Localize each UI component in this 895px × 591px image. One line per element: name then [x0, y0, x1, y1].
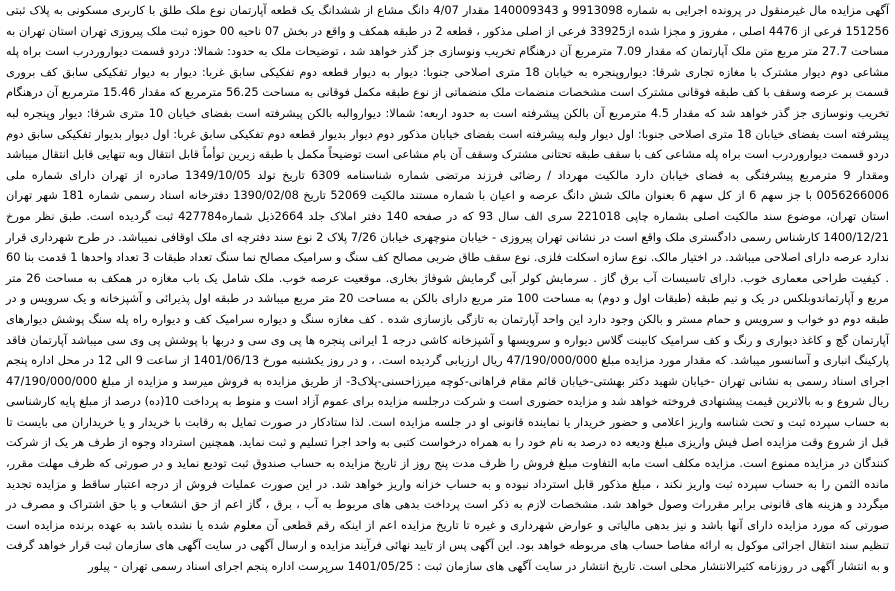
- auction-notice-text: آگهی مزایده مال غیرمنقول در پرونده اجرایی به شماره 9913098 و 140009343 مقدار 4/07 دانگ مشاع از ششدانگ یک قطعه آپارتمان نوع ملک طلق با کاربری مسکونی به پلاک ثبتی 151256 فرعی از 4476 اصلی ، مفروز و مجزا شده از33925 فرعی از اصلی مذکور ، قطعه 2 در طبقه همکف و واقع در بخش 07 ناحیه 00 حوزه ثبت ملک پیروزی تهران استان تهران به مساحت 27.7 متر مربع متن ملک آپارتمان که مقدار 7.09 مترمربع آن درهنگام تخریب ونوسازی جز گذر خواهد شد ، توضیحات ملک به حدود: شمالا: دردو قسمت دیواروردرب است براه پله مشاعی دوم دیوار مشترک با مغازه تجاری شرقا: دیواروپنجره به خیابان 18 متری اصلاحی جنوبا: دیوار به دیوار قطعه دوم تفکیکی سابق غربا: دیوار به دیوار تفکیکی سابق کف بروری قسمت بر عرصه وسقف با کف طبقه فوقانی مشترک است مشخصات منضمات ملک منضماتی از نوع طبقه مکمل فوقانی به مساحت 56.25 مترمربع که مقدار 15.46 مترمربع آن درهنگام تخریب ونوسازی جز گذر خواهد شد که مقدار 4.5 مترمربع آن بالکن پیشرفته است به حدود اربعه: شمالا: دیواروالبه بالکن پیشرفته است بفضای خیابان 10 متری شرقا: دیوار وپنجره لبه پیشرفته است بفضای خیابان 18 متری اصلاحی جنوبا: اول دیوار ولبه پیشرفته است بفضای خیابان مذکور دوم دیوار بدیوار قطعه دوم تفکیکی سابق غربا: اول دیوار بدیوار تفکیکی سابق دوم دردو قسمت دیواروردرب است براه پله مشاعی کف با سقف طبقه تحتانی مشترک وسقف آن بام مشاعی است توضیحاً مکمل با طبقه زیرین توأماً قابل انتقال وبه تنهایی قابل انتقال میباشد ومقدار 9 مترمربع پیشرفتگی به فضای خیابان دارد مالکیت مهرداد / رضائی فرزند مرتضی شماره شناسنامه 6309 تاریخ تولد 1349/10/05 صادره از تهران دارای شماره ملی 0056266006 با جز سهم 6 از کل سهم 6 بعنوان مالک شش دانگ عرصه و اعیان با شماره مستند مالکیت 52069 تاریخ 1390/02/08 دفترخانه اسناد رسمی شماره 181 شهر تهران استان تهران، موضوع سند مالکیت اصلی بشماره چاپی 221018 سری الف سال 93 که در صفحه 140 دفتر املاک جلد 2664ذیل شماره427784 ثبت گردیده است. طبق نظر مورخ 1400/12/21 کارشناس رسمی دادگستری ملک واقع است در نشانی تهران پیروزی - خیابان منوچهری خیابان 7/26 پلاک 2 نوع سند دفترچه ای ملک اوقافی نمیباشد. در طرح شهرداری قرار ندارد عرصه دارای اصلاحی میباشد. در اختیار مالک. نوع سازه اسکلت فلزی. نوع سقف طاق ضربی مصالح کف سنگ و سرامیک مصالح نما سنگ تعداد طبقات 3 تعداد واحدها 1 قدمت بنا 60 . کیفیت طراحی معماری خوب. دارای تاسیسات آب برق گاز . سرمایش کولر آبی گرمایش شوفاژ بخاری. موقعیت عرصه خوب. ملک شامل یک باب مغازه در همکف به مساحت 26 متر مربع و آپارتماندوبلکس در یک و نیم طبقه (طبقات اول و دوم) به مساحت 100 متر مربع دارای بالکن به مساحت 20 متر مربع میباشد در طبقه اول پذیرائی و آشپزخانه و یک سرویس و در طبقه دوم دو خواب و سرویس و حمام مستر و بالکن وجود دارد این واحد آپارتمان به تازگی بازسازی شده . کف مغازه سنگ و دیواره سرامیک کف و دیواره راه پله سنگ پوشش دیوارهای آپارتمان گچ و کاغذ دیواری و رنگ و کف سرامیک کابینت گلاس دیواره و سرویسها و آشپزخانه کاشی درجه 1 ایرانی پنجره ها پی وی سی و دربها با پوشش پی وی سی میباشد آپارتمان فاقد پارکینگ انباری و آسانسور میباشد. که مقدار مورد مزایده مبلغ 47/190/000/000 ریال ارزیابی گردیده است. ، و در روز یکشنبه مورخ 1401/06/13 از ساعت 9 الی 12 در محل اداره پنجم اجرای اسناد رسمی به نشانی تهران -خیابان شهید دکتر بهشتی-خیابان قائم مقام فراهانی-کوچه میرزاحسنی-پلاک3- از طریق مزایده به فروش میرسد و مزایده از مبلغ 47/190/000/000 ریال شروع و به بالاترین قیمت پیشنهادی فروخته خواهد شد و مزایده حضوری است و شرکت درجلسه مزایده برای عموم آزاد است و منوط به پرداخت 10(ده) درصد از مبلغ پایه کارشناسی به حساب سپرده ثبت و تحت شناسه واریز اعلامی و حضور خریدار یا نماینده قانونی او در جلسه مزایده است. لذا ستادکار در صورت تمایل به رقابت با خریدار و یا خریداران می بایست تا قبل از شروع وقت مزایده اصل فیش واریزی مبلغ ودیعه ده درصد به نام خود را به همراه درخواست کتبی به واحد اجرا تسلیم و ثبت نماید. همچنین استرداد وجوه از طرف هر یک از شرکت کنندگان در مزایده ممنوع است. مزایده مکلف است مابه التفاوت مبلغ فروش را ظرف مدت پنج روز از تاریخ مزایده به حساب صندوق ثبت تودیع نماید و در صورتی که ظرف مهلت مقرر، مانده الثمن را به حساب سپرده ثبت واریز نکند ، مبلغ مذکور قابل استرداد نبوده و به حساب خزانه واریز خواهد شد. در این صورت عملیات فروش از درجه اعتبار ساقط و مزایده تجدید میگردد و هزینه های قانونی برابر مقررات وصول خواهد شد. مشخصات لازم به ذکر است پرداخت بدهی های مربوط به آب ، برق ، گاز اعم از حق انشعاب و یا حق اشتراک و مصرف در صورتی که مورد مزایده دارای آنها باشد و نیز بدهی مالیاتی و عوارض شهرداری و غیره تا تاریخ مزایده اعم از اینکه رقم قطعی آن معلوم شده یا نشده باشد به عهده برنده مزایده است تنظیم سند انتقال اجرائی موکول به ارائه مفاصا حساب های مربوطه خواهد بود. این آگهی پس از تایید نهائی فرآیند مزایده و ارسال آگهی در سایت آگهی های سازمان ثبت قرار خواهد گرفت و به انتشار آگهی در روزنامه کثیرالانتشار محلی است. تاریخ انتشار در سایت آگهی های سازمان ثبت : 1401/05/25 سرپرست اداره پنجم اجرای اسناد رسمی تهران - پیلور: [6, 3, 890, 574]
